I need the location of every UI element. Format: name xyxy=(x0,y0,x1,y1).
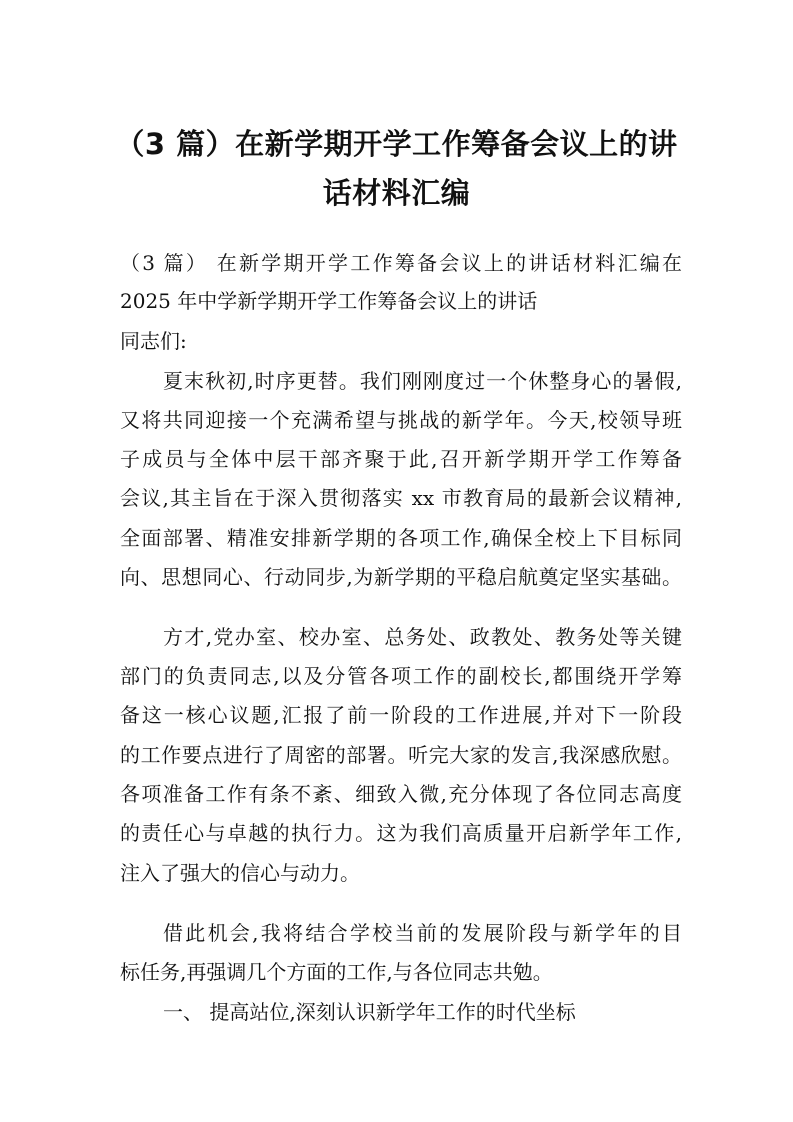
paragraph-2-line-1: 方才,党办室、校办室、总务处、政教处、教务处等关键 xyxy=(163,625,682,649)
paragraph-1-line-5: 全面部署、精准安排新学期的各项工作,确保全校上下目标同 xyxy=(120,526,682,550)
document-title-line-1: （3 篇）在新学期开学工作筹备会议上的讲 xyxy=(115,127,678,161)
paragraph-2-line-5: 各项准备工作有条不紊、细致入微,充分体现了各位同志高度 xyxy=(120,782,682,806)
document-title-line-2: 话材料汇编 xyxy=(322,176,471,210)
paragraph-3-line-1: 借此机会,我将结合学校当前的发展阶段与新学年的目 xyxy=(163,921,682,945)
paragraph-2-line-2: 部门的负责同志,以及分管各项工作的副校长,都围绕开学筹 xyxy=(120,664,682,688)
paragraph-2-line-4: 的工作要点进行了周密的部署。听完大家的发言,我深感欣慰。 xyxy=(120,743,682,767)
subtitle-line-1: （3 篇） 在新学期开学工作筹备会议上的讲话材料汇编在 xyxy=(120,251,682,275)
paragraph-2-line-7: 注入了强大的信心与动力。 xyxy=(120,861,360,885)
paragraph-1-line-6: 向、思想同心、行动同步,为新学期的平稳启航奠定坚实基础。 xyxy=(120,565,682,589)
paragraph-1-line-3: 子成员与全体中层干部齐聚于此,召开新学期开学工作筹备 xyxy=(120,447,682,471)
paragraph-3-line-2: 标任务,再强调几个方面的工作,与各位同志共勉。 xyxy=(120,960,553,984)
paragraph-2-line-3: 备这一核心议题,汇报了前一阶段的工作进展,并对下一阶段 xyxy=(120,703,682,727)
paragraph-1-line-1: 夏末秋初,时序更替。我们刚刚度过一个休整身心的暑假, xyxy=(163,369,682,393)
paragraph-1-line-4: 会议,其主旨在于深入贯彻落实 xx 市教育局的最新会议精神, xyxy=(120,486,682,510)
salutation: 同志们: xyxy=(120,329,187,353)
paragraph-2-line-6: 的责任心与卓越的执行力。这为我们高质量开启新学年工作, xyxy=(120,821,682,845)
paragraph-1-line-2: 又将共同迎接一个充满希望与挑战的新学年。今天,校领导班 xyxy=(120,408,682,432)
subtitle-line-2: 2025 年中学新学期开学工作筹备会议上的讲话 xyxy=(120,289,538,313)
section-heading-1: 一、 提高站位,深刻认识新学年工作的时代坐标 xyxy=(163,1000,576,1024)
